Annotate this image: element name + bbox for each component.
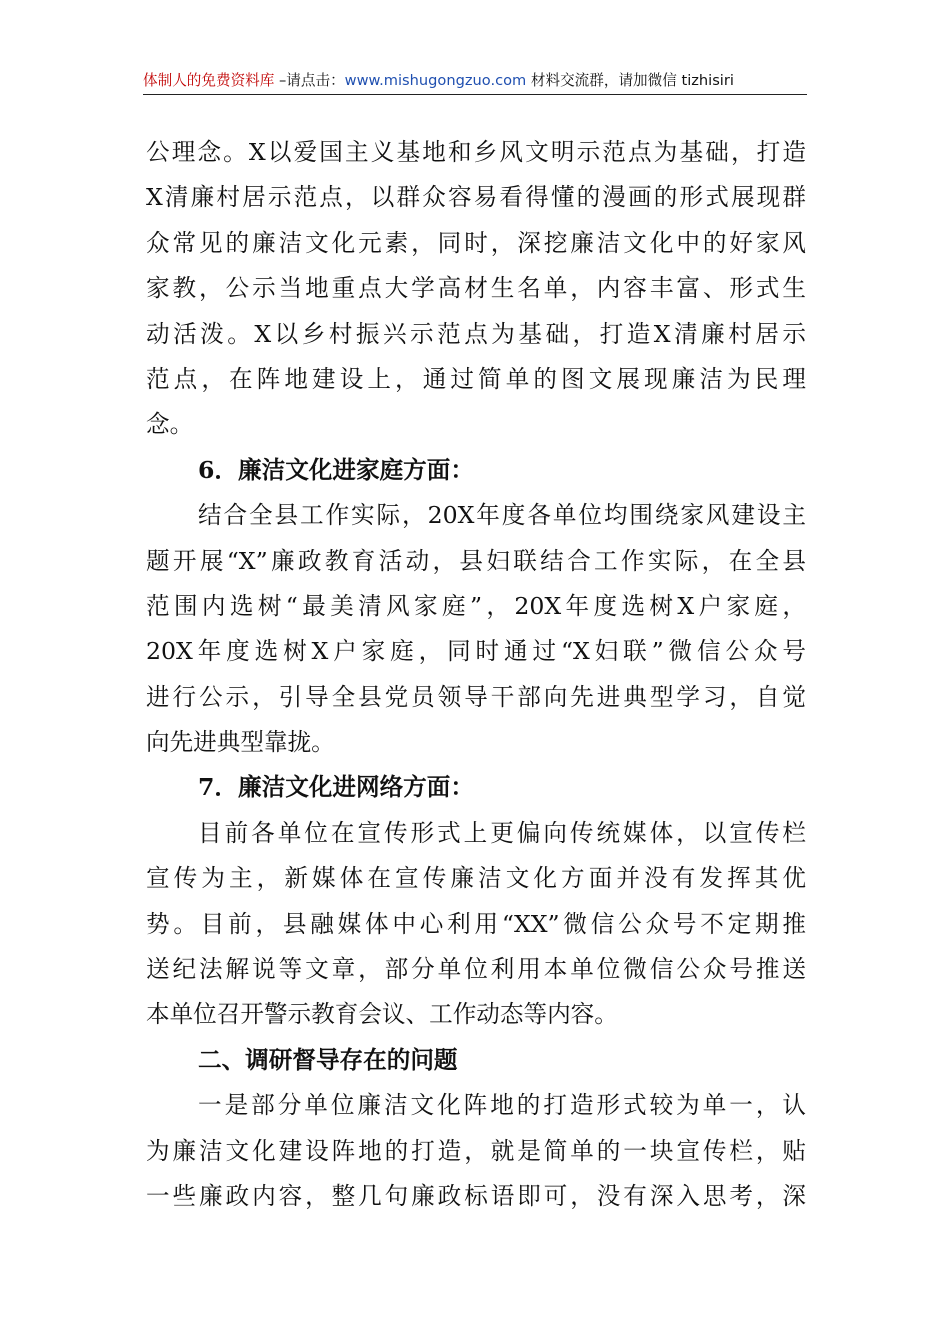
text-line: 题开展“X”廉政教育活动，县妇联结合工作实际，在全县 [146, 546, 806, 575]
text-line: 范点，在阵地建设上，通过简单的图文展现廉洁为民理 [146, 364, 806, 393]
text-line: 一是部分单位廉洁文化阵地的打造形式较为单一，认 [198, 1091, 806, 1120]
text-line: 家教，公示当地重点大学高材生名单，内容丰富、形式生 [146, 274, 806, 303]
text-line: 目前各单位在宣传形式上更偏向传统媒体，以宣传栏 [198, 818, 806, 847]
text-line: 范围内选树“最美清风家庭”，20X年度选树X户家庭， [146, 591, 806, 620]
text-line: 势。目前，县融媒体中心利用“XX”微信公众号不定期推 [146, 909, 806, 938]
page-header [143, 68, 807, 94]
text-line: 众常见的廉洁文化元素，同时，深挖廉洁文化中的好家风 [146, 228, 806, 257]
text-line: 向先进典型靠拢。 [146, 728, 335, 757]
text-line: 念。 [146, 410, 194, 439]
text-line: 动活泼。X以乡村振兴示范点为基础，打造X清廉村居示 [146, 319, 806, 348]
text-line: 送纪法解说等文章，部分单位利用本单位微信公众号推送 [146, 955, 806, 984]
header-brand: 体制人的免费资料库 [143, 72, 275, 89]
header-link[interactable]: www.mishugongzuo.com [344, 72, 527, 89]
header-contact: 材料交流群，请加微信 tizhisiri [526, 72, 734, 89]
text-line: 宣传为主，新媒体在宣传廉洁文化方面并没有发挥其优 [146, 864, 806, 893]
text-line: 为廉洁文化建设阵地的打造，就是简单的一块宣传栏，贴 [146, 1136, 806, 1165]
header-divider [143, 94, 807, 95]
text-line: 一些廉政内容，整几句廉政标语即可，没有深入思考，深 [146, 1181, 806, 1210]
text-line: 进行公示，引导全县党员领导干部向先进典型学习，自觉 [146, 682, 806, 711]
chapter-heading: 二、调研督导存在的问题 [198, 1045, 458, 1074]
text-line: 本单位召开警示教育会议、工作动态等内容。 [146, 1000, 618, 1029]
text-line: 20X年度选树X户家庭，同时通过“X妇联”微信公众号 [146, 637, 806, 666]
section-heading: 7．廉洁文化进网络方面： [198, 773, 474, 802]
document-body [146, 130, 806, 1219]
text-line: 结合全县工作实际，20X年度各单位均围绕家风建设主 [198, 501, 806, 530]
header-prompt: –请点击： [274, 72, 345, 89]
text-line: X清廉村居示范点，以群众容易看得懂的漫画的形式展现群 [146, 183, 806, 212]
text-line: 公理念。X以爱国主义基地和乡风文明示范点为基础，打造 [146, 138, 806, 166]
section-heading: 6．廉洁文化进家庭方面： [198, 455, 474, 484]
